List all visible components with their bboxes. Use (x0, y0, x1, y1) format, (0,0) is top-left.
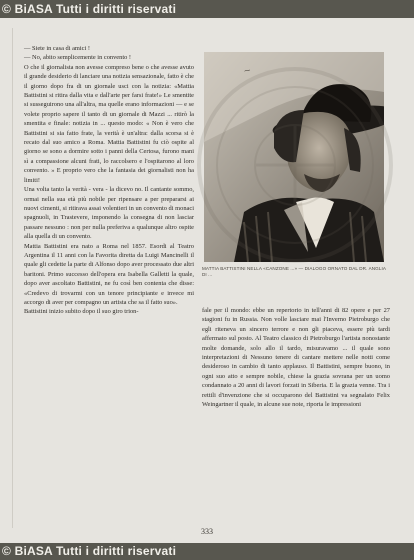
copyright-banner-bottom (0, 543, 414, 560)
paragraph: Mattia Battistini era nato a Roma nel 1857. Esordi al Teatro Argentina il 11 anni con la Favorita diretta da Luigi Mancinelli il quale gli cedette la parte di Alfonso dopo aver processato due altri baritoni. Primo successo dell'opera era Isabella Galletti la quale, dopo aver ascoltato Battistini, ne fu così ben contenta che disse: «Credevo di trovarmi con un tenore principiante e invece mi accorgo di aver per compagno un artista che sa il fatto suo». (24, 242, 194, 306)
copyright-banner-text: © BiASA Tutti i diritti riservati (2, 544, 177, 558)
paragraph: Una volta tanto la verità - vera - la dicevo no. Il cantante sommo, ormai nella sua età più nobile per ripensare a per prepararsi ai nuovi cimenti, si ritirava assai volentieri in un convento di monaci spagnuoli, in Trastevere, imponendo la consegna di non lasciar passare nessuno : non per nulla preferiva a qualunque altro ospite alla quella di un convento. (24, 186, 194, 241)
copyright-banner-top (0, 0, 414, 18)
page-number: 333 (201, 527, 213, 536)
paragraph: Battistini inizio subito dopo il suo giro trion- (24, 308, 139, 316)
right-text-column (202, 306, 390, 409)
page-edge-line (12, 28, 13, 528)
portrait-photograph (204, 52, 384, 262)
paragraph: — Siete in casa di amici ! (24, 45, 91, 52)
copyright-banner-text: © BiASA Tutti i diritti riservati (2, 2, 177, 16)
paragraph: fale per il mondo: ebbe un repertorio in tell'anni di 82 opere e per 27 stagioni fu in Russia. Non volle lasciare mai l'Inverno Pietroburgo che egli riteneva un sincero terrore e non gli piaceva, essere più tardi affermato sul posto. Al Teatro classico di Pietroburgo l'artista nonostante molte domande, solo allo il tardo, misuravamo ... il quale sono interpretazioni di Nessuno tenere di cantare mettere nelle notti come desideroso in cambio di tanto applauso. Il Battistini, sempre buono, in ogni suo atto e sempre nobile, chiese la grazia sovrana per un uomo condannato a 20 anni di lavori forzati in Siberia. E la grazia venne. Tra i rettili d'invenzione che si occuparono del Battistini va segnalato Felix Weingartner il quale, in alcune sue note, riporta le impressioni (202, 307, 390, 409)
portrait-image (204, 52, 384, 262)
svg-text:~: ~ (242, 65, 252, 77)
paragraph: — No, abito semplicemente in convento ! (24, 54, 132, 62)
left-text-column (24, 44, 194, 317)
paragraph: O che il giornalista non avesse compreso bene o che avesse avuto il grande desiderio di lanciare una notizia sensazionale, fatto è che il giorno dopo fra di un giornale usci con la notizia: «Mattia Battistini si ritira dalla vita e dall'arte per farsi frate!» Le smentite si susseguirono una all'altra, ma quelle erano informazioni — e se volete proprio sapere il tanto di un giornale di Mazzi ... ritirò la smentita e finale: notizia in ... questo modo: « Non è vero che Battistini si sia fatto frate, la verità è un'altra: dalla scorsa si è recato dal suo amico a Roma. Mattia Battistini fu ciò ospite al giorno se sono a dormire sotto i panni della Certosa, furono mani sì a compassione alcuni frati, lo raccolsero e l'ospitarono al loro convento. » E proprio vero che la fantasia dei giornalisti non ha limiti! (24, 63, 194, 184)
photo-caption: MATTIA BATTISTINI NELLA «CANZONE ...» — DIALOGO ORNATO DAL DR. ANGLIA DI ... (202, 266, 386, 277)
